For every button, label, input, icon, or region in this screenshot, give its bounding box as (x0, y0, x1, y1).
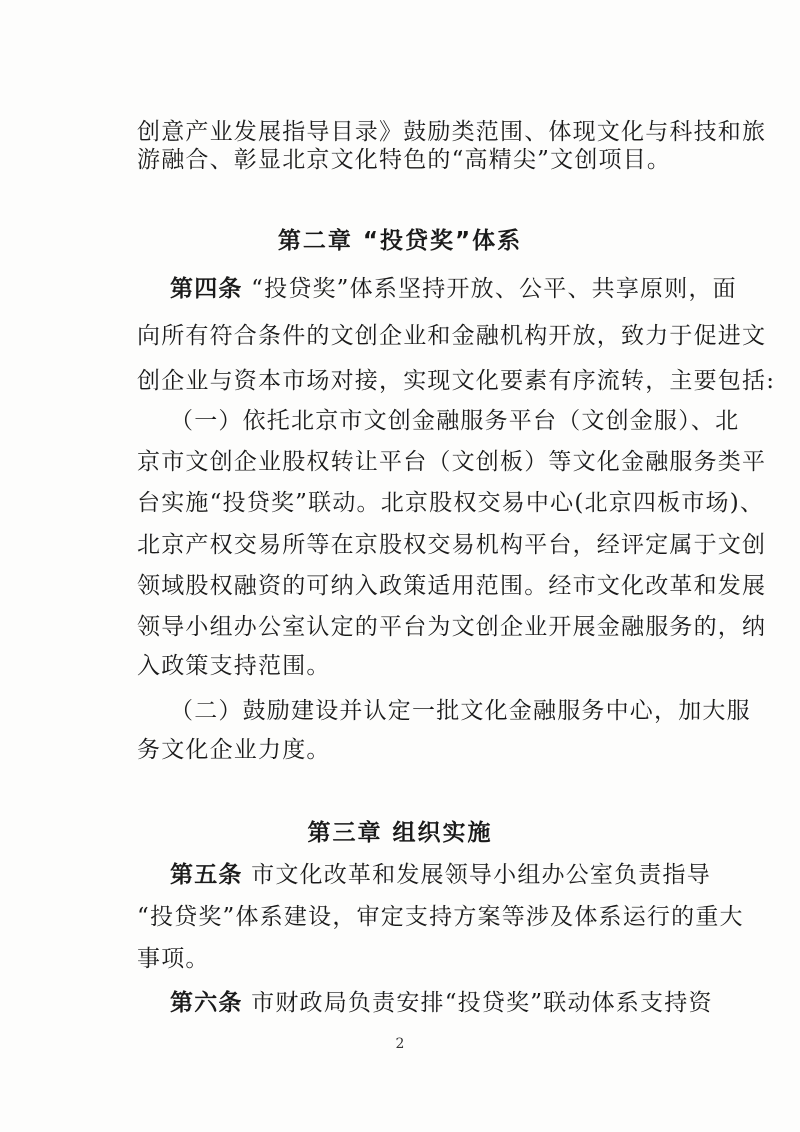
article-paragraph (170, 988, 713, 1018)
body-line: 务文化企业力度。 (137, 737, 331, 763)
article-label: 第六条 (170, 990, 243, 1016)
body-line: 台实施“投贷奖”联动。北京股权交易中心(北京四板市场)、 (137, 490, 765, 516)
body-line: 创意产业发展指导目录》鼓励类范围、体现文化与科技和旅 (137, 119, 767, 145)
article-label: 第四条 (170, 276, 243, 302)
body-line: 领导小组办公室认定的平台为文创企业开展金融服务的，纳 (137, 614, 767, 640)
body-line: 京市文创企业股权转让平台（文创板）等文化金融服务类平 (137, 449, 767, 475)
chapter-heading: 第三章 组织实施 (307, 820, 493, 846)
chapter-heading: 第二章 “投贷奖”体系 (277, 228, 523, 254)
body-line: “投贷奖”体系建设，审定支持方案等涉及体系运行的重大 (137, 904, 744, 930)
article-text: 市财政局负责安排“投贷奖”联动体系支持资 (251, 990, 713, 1016)
body-line: 北京产权交易所等在京股权交易机构平台，经评定属于文创 (137, 532, 767, 558)
body-line: 游融合、彰显北京文化特色的“高精尖”文创项目。 (137, 147, 672, 173)
body-line: 创企业与资本市场对接，实现文化要素有序流转，主要包括: (137, 368, 776, 394)
article-text: 市文化改革和发展领导小组办公室负责指导 (251, 862, 711, 888)
body-line: 向所有符合条件的文创企业和金融机构开放，致力于促进文 (137, 323, 767, 349)
page-number: 2 (395, 1036, 405, 1052)
article-paragraph (170, 860, 711, 890)
body-line: （一）依托北京市文创金融服务平台（文创金服）、北 (170, 408, 740, 434)
body-line: 入政策支持范围。 (137, 653, 331, 679)
article-text: “投贷奖”体系坚持开放、公平、共享原则，面 (251, 276, 737, 302)
body-line: （二）鼓励建设并认定一批文化金融服务中心，加大服 (170, 698, 751, 724)
article-paragraph (170, 274, 737, 304)
body-line: 事项。 (137, 946, 210, 972)
body-line: 领域股权融资的可纳入政策适用范围。经市文化改革和发展 (137, 573, 767, 599)
article-label: 第五条 (170, 862, 243, 888)
